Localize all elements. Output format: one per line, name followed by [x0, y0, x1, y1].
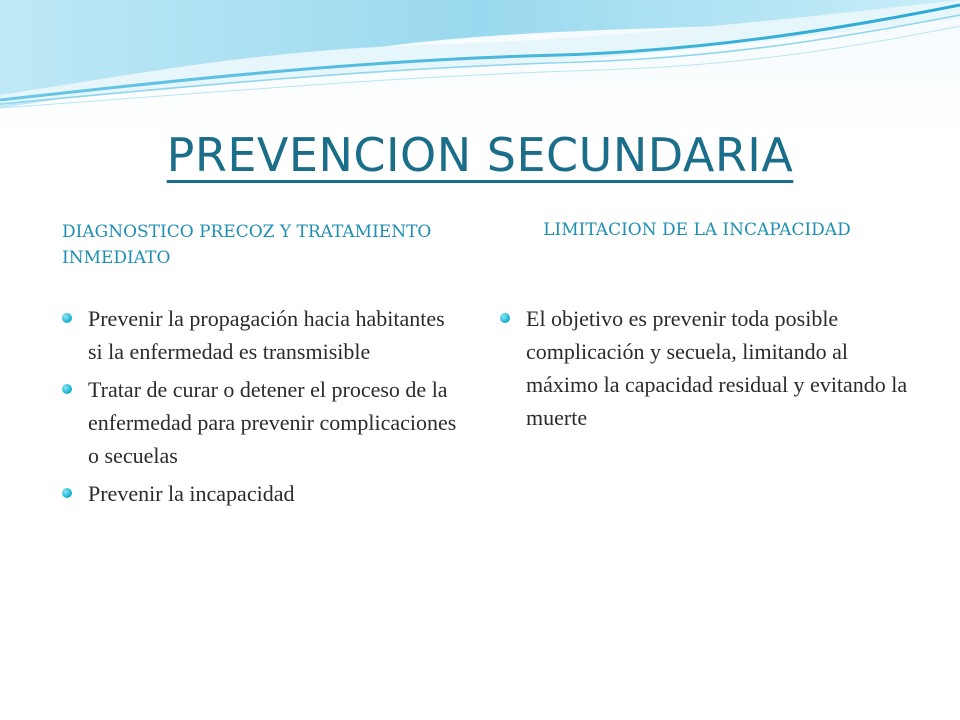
- list-item: [62, 302, 457, 368]
- list-item: [62, 477, 457, 510]
- left-column-heading: DIAGNOSTICO PRECOZ Y TRATAMIENTO INMEDIATO: [62, 222, 432, 268]
- bullet-dot-icon: [62, 313, 72, 323]
- decorative-wave-header: [0, 0, 960, 130]
- bullet-text: Tratar de curar o detener el proceso de la enfermedad para prevenir complicaciones o secuelas: [88, 377, 457, 468]
- slide-title: PREVENCION SECUNDARIA: [166, 128, 794, 182]
- bullet-dot-icon: [62, 488, 72, 498]
- bullet-text: Prevenir la propagación hacia habitantes si la enfermedad es transmisible: [88, 306, 445, 364]
- list-item: [62, 373, 457, 472]
- right-bullet-list: [500, 302, 910, 439]
- bullet-dot-icon: [500, 313, 510, 323]
- bullet-text: Prevenir la incapacidad: [88, 481, 295, 506]
- bullet-dot-icon: [62, 384, 72, 394]
- bullet-text: El objetivo es prevenir toda posible complicación y secuela, limitando al máximo la capacidad residual y evitando la muerte: [526, 306, 908, 430]
- right-column-heading: LIMITACION DE LA INCAPACIDAD: [543, 220, 851, 240]
- left-bullet-list: [62, 302, 457, 515]
- list-item: [500, 302, 910, 434]
